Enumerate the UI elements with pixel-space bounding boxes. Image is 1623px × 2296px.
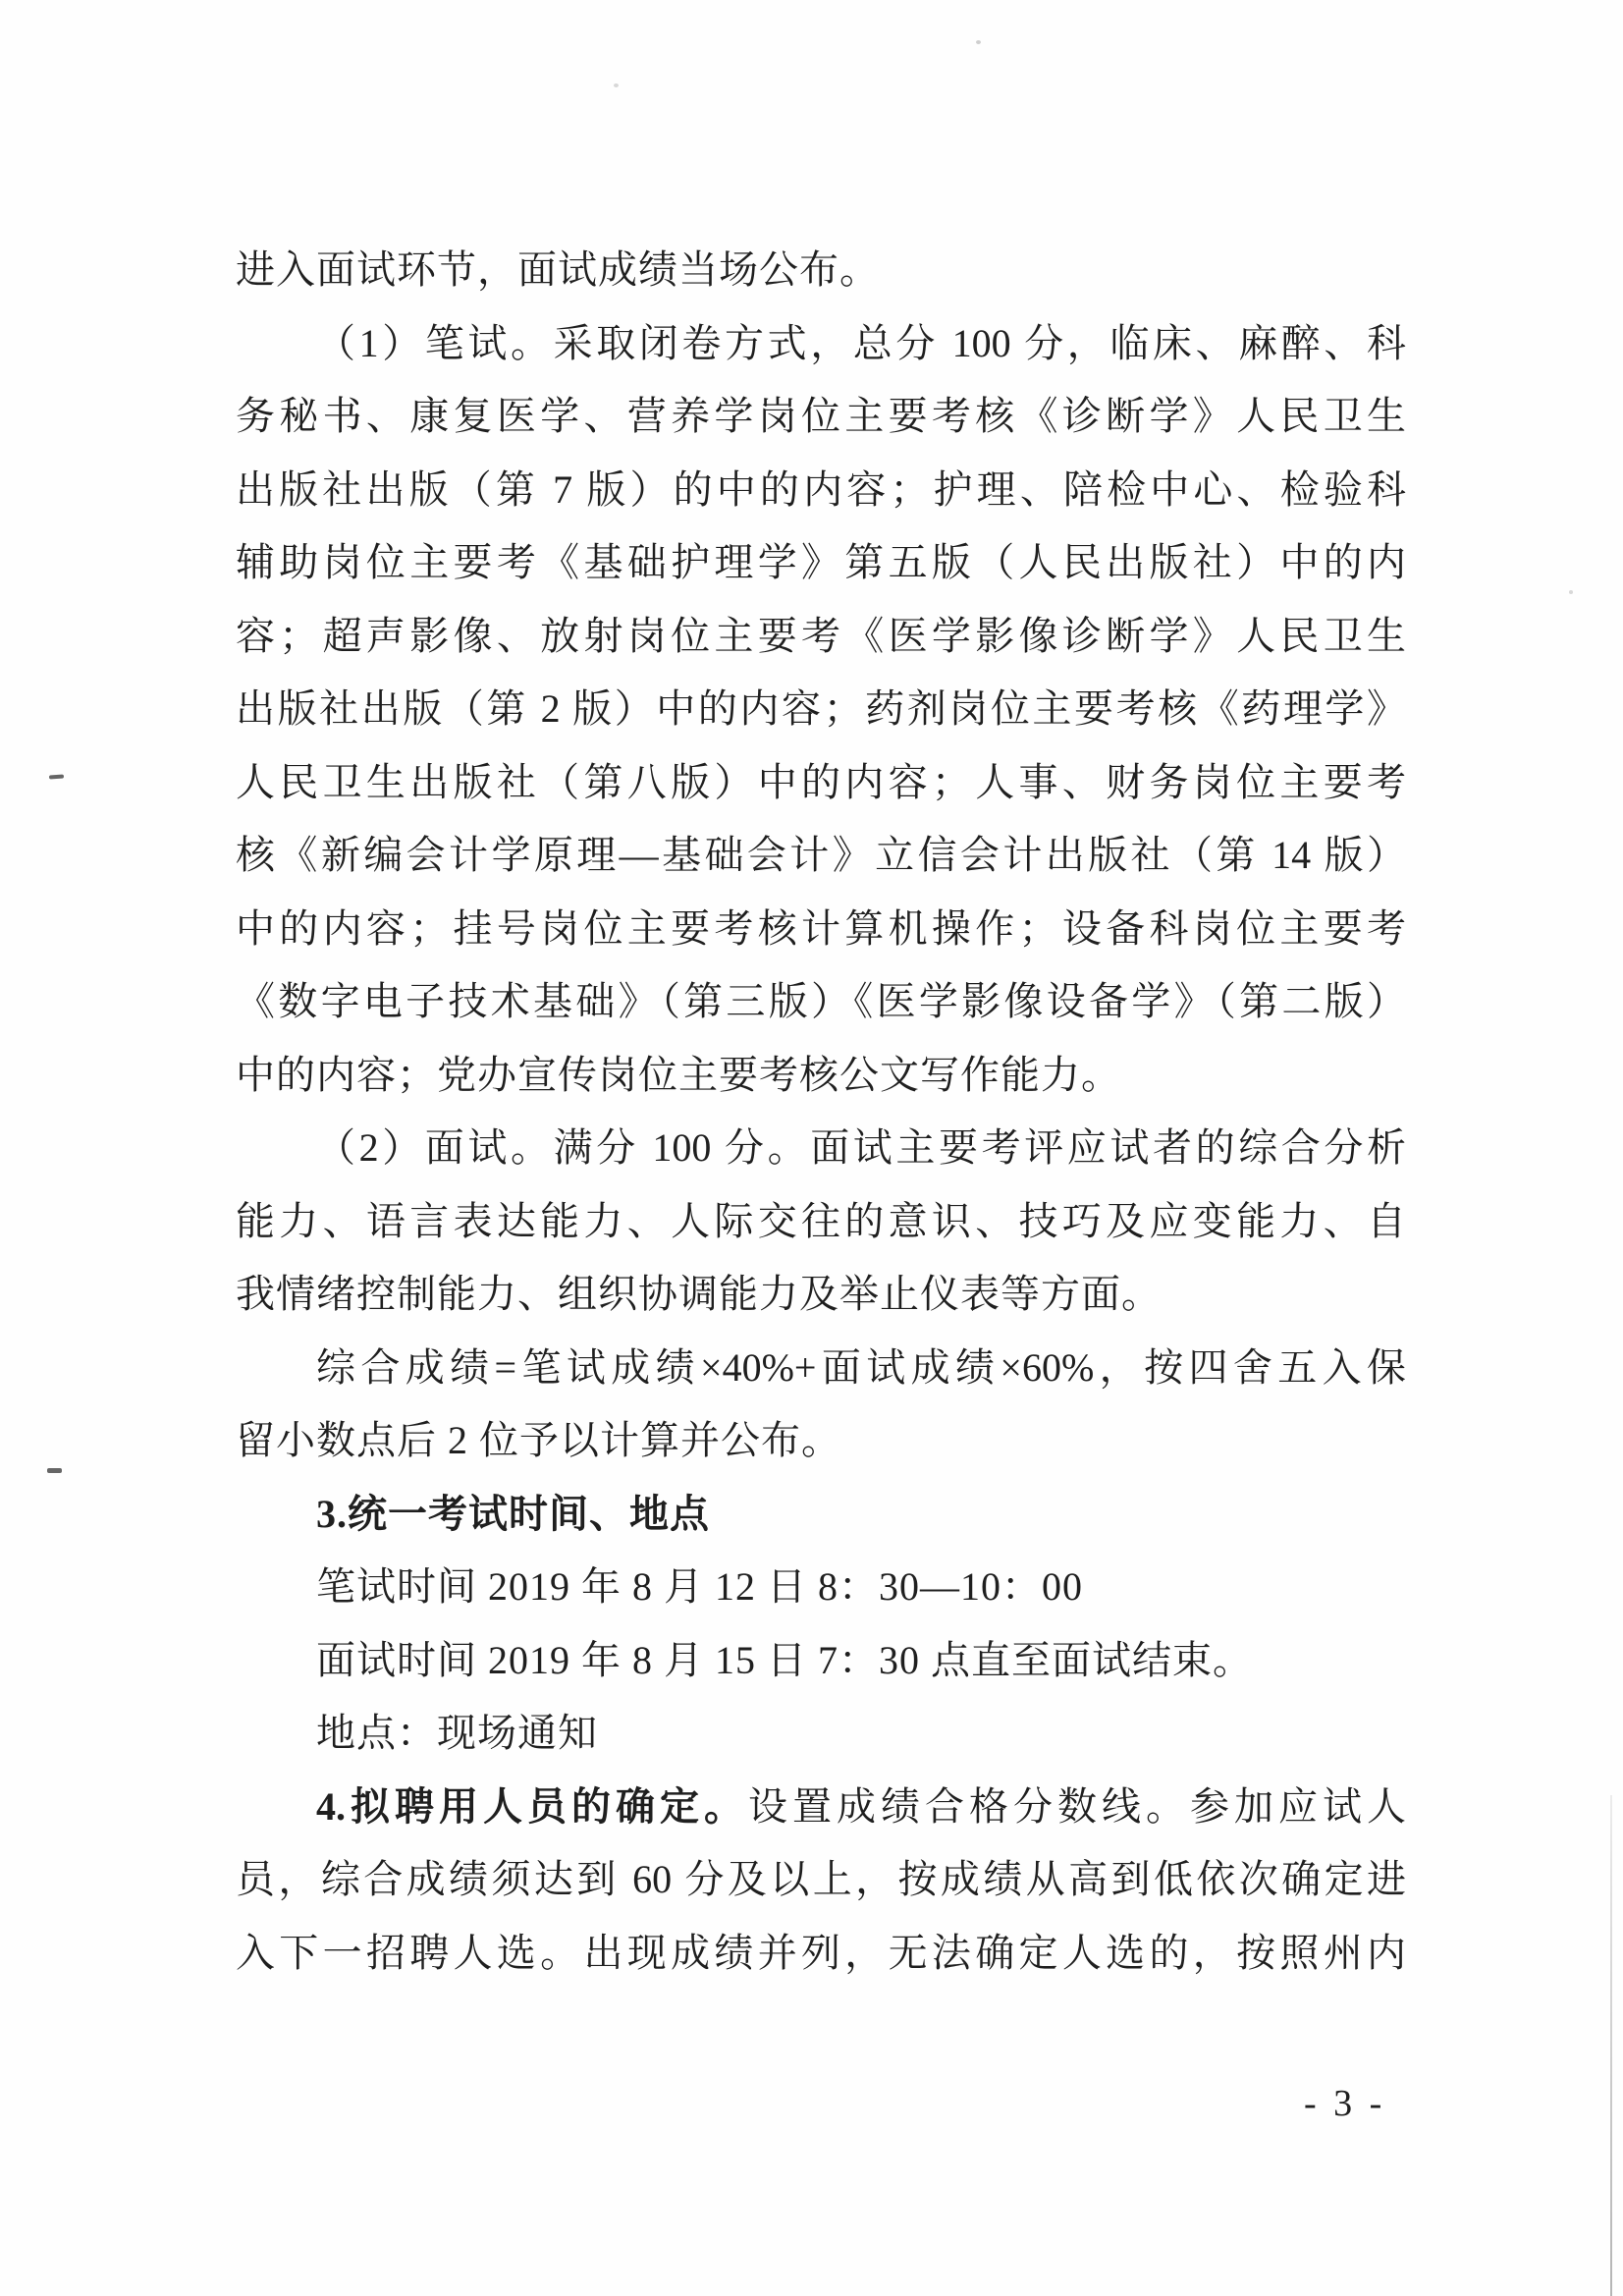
document-line: 务秘书、康复医学、营养学岗位主要考核《诊断学》人民卫生 xyxy=(236,394,1406,438)
document-line: 员，综合成绩须达到 60 分及以上，按成绩从高到低依次确定进 xyxy=(236,1857,1406,1901)
scan-artifact-dash xyxy=(47,1468,62,1473)
document-line: 我情绪控制能力、组织协调能力及举止仪表等方面。 xyxy=(236,1272,1162,1316)
bold-run: 4.拟聘用人员的确定。 xyxy=(316,1783,748,1829)
document-line: 能力、语言表达能力、人际交往的意识、技巧及应变能力、自 xyxy=(236,1198,1406,1243)
document-line: 《数字电子技术基础》（第三版）《医学影像设备学》（第二版） xyxy=(236,979,1406,1023)
document-line: 出版社出版（第 2 版）中的内容；药剂岗位主要考核《药理学》 xyxy=(236,686,1406,731)
document-body xyxy=(236,234,1406,1990)
document-line: 笔试时间 2019 年 8 月 12 日 8：30—10：00 xyxy=(316,1564,1083,1609)
document-line: 辅助岗位主要考《基础护理学》第五版（人民出版社）中的内 xyxy=(236,540,1406,584)
document-line: 入下一招聘人选。出现成绩并列，无法确定人选的，按照州内 xyxy=(236,1930,1406,1975)
document-line: 综合成绩=笔试成绩×40%+面试成绩×60%，按四舍五入保 xyxy=(316,1344,1406,1390)
document-line: 中的内容；党办宣传岗位主要考核公文写作能力。 xyxy=(236,1052,1121,1097)
document-line: （1）笔试。采取闭卷方式，总分 100 分，临床、麻醉、科 xyxy=(316,320,1406,365)
text-run: 设置成绩合格分数线。参加应试人 xyxy=(748,1783,1406,1829)
document-line: 留小数点后 2 位予以计算并公布。 xyxy=(236,1418,841,1462)
section-heading-exam-time: 3.统一考试时间、地点 xyxy=(316,1491,710,1536)
document-line: 中的内容；挂号岗位主要考核计算机操作；设备科岗位主要考 xyxy=(236,905,1406,951)
document-line: 地点：现场通知 xyxy=(316,1711,598,1755)
scan-artifact-speck xyxy=(1569,590,1573,594)
document-line: 进入面试环节，面试成绩当场公布。 xyxy=(236,247,880,292)
page-number: - 3 - xyxy=(1304,2083,1386,2124)
document-line: 核《新编会计学原理—基础会计》立信会计出版社（第 14 版） xyxy=(236,833,1406,877)
document-line: 面试时间 2019 年 8 月 15 日 7：30 点直至面试结束。 xyxy=(316,1637,1253,1682)
document-line: 人民卫生出版社（第八版）中的内容；人事、财务岗位主要考 xyxy=(236,759,1406,804)
document-line: 出版社出版（第 7 版）的中的内容；护理、陪检中心、检验科 xyxy=(236,466,1406,512)
scan-artifact-speck xyxy=(976,40,981,44)
scan-artifact-speck xyxy=(614,83,619,87)
document-line: （2）面试。满分 100 分。面试主要考评应试者的综合分析 xyxy=(316,1125,1406,1170)
document-line: 容；超声影像、放射岗位主要考《医学影像诊断学》人民卫生 xyxy=(236,613,1406,658)
scan-artifact-edge-line xyxy=(1610,1795,1612,2296)
section-heading-hiring-decision xyxy=(236,1771,1406,1844)
scan-artifact-dash xyxy=(49,774,64,779)
